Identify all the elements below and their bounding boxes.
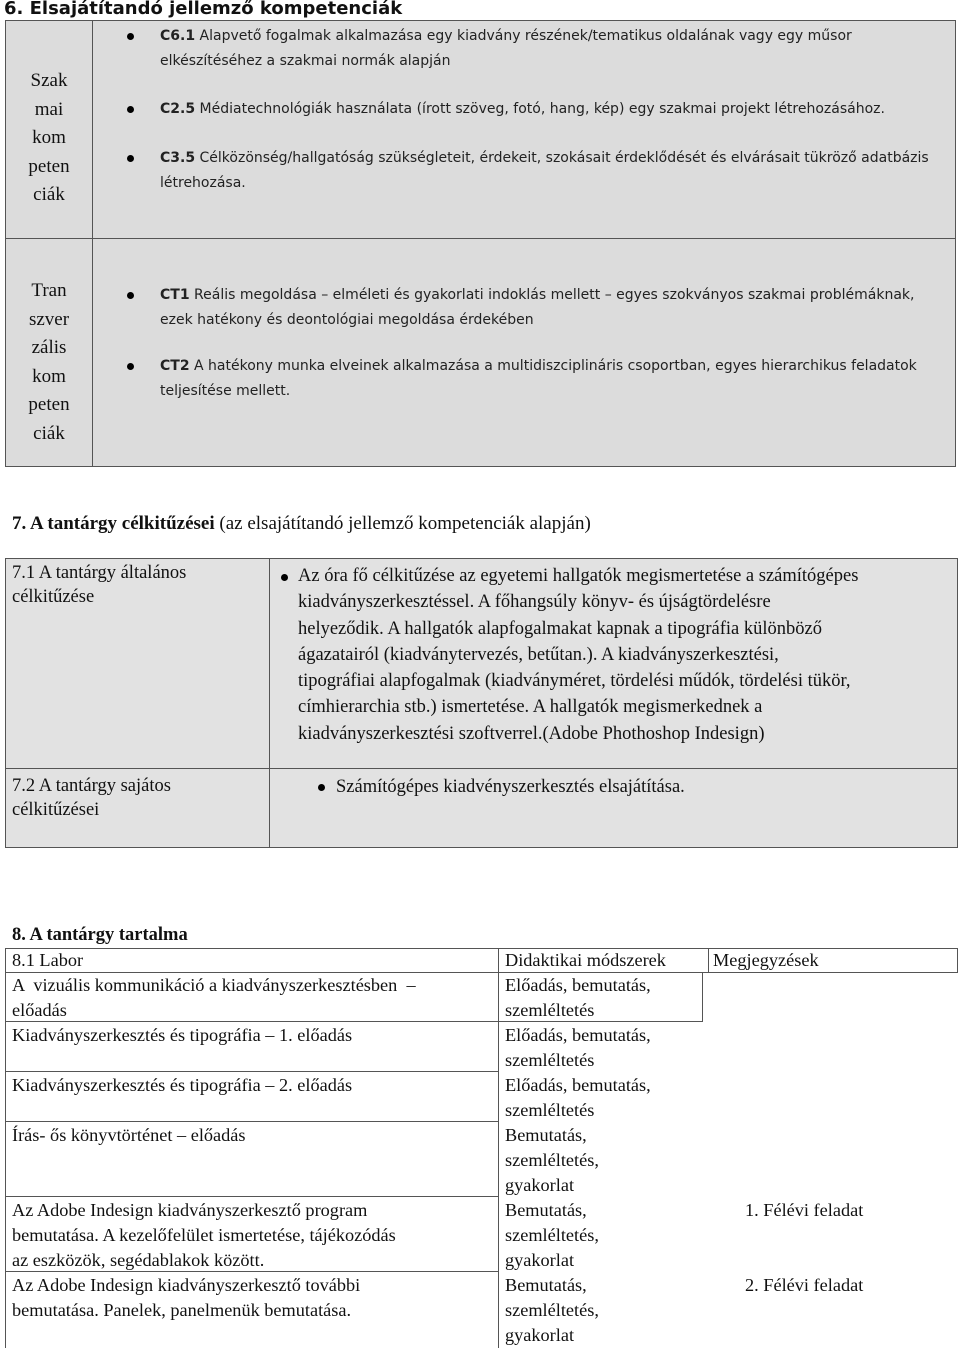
competence-item-c3-5 xyxy=(160,146,950,196)
table-row-topic xyxy=(12,1023,352,1048)
header-notes: Megjegyzések xyxy=(713,950,819,970)
objectives-row-divider xyxy=(5,768,958,769)
bullet-icon xyxy=(127,155,134,162)
topic-line: Az Adobe Indesign kiadványszerkesztő további xyxy=(12,1275,361,1295)
method-line: gyakorlat xyxy=(505,1175,575,1195)
topic-line: A vizuális kommunikáció a kiadványszerkesztésben – xyxy=(12,975,416,995)
label-line: 7.1 A tantárgy általános xyxy=(12,563,187,583)
section-8-title: 8. A tantárgy tartalma xyxy=(12,925,188,945)
section-7-title-bold: 7. A tantárgy célkitűzései xyxy=(12,513,215,534)
label-line: célkitűzései xyxy=(12,800,100,820)
topic-line: Az Adobe Indesign kiadványszerkesztő program xyxy=(12,1200,368,1220)
method-line: szemléltetés xyxy=(505,1100,595,1120)
topic-line: Kiadványszerkesztés és tipográfia – 2. előadás xyxy=(12,1075,353,1095)
section-7-title-rest: (az elsajátítandó jellemző kompetenciák alapján) xyxy=(214,513,591,534)
section-6-title: 6. Elsajátítandó jellemző kompetenciák xyxy=(4,0,403,19)
topic-line: az eszközök, segédablakok között. xyxy=(12,1250,265,1270)
label-part: kom xyxy=(32,365,66,387)
topic-line: Írás- ős könyvtörténet – előadás xyxy=(12,1125,246,1145)
competence-text-cont: elkészítéséhez a szakmai normák alapján xyxy=(160,53,451,69)
competence-text: Médiatechnológiák használata (írott szöveg, fotó, hang, kép) egy szakmai projekt létrehozásához. xyxy=(195,101,885,117)
method-line: szemléltetés, xyxy=(505,1150,599,1170)
header-labor: 8.1 Labor xyxy=(12,950,84,970)
method-line: szemléltetés xyxy=(505,1000,595,1020)
objectives-column-divider xyxy=(269,558,270,848)
table-border xyxy=(957,948,958,973)
competence-row-divider xyxy=(5,238,956,239)
table-column-divider xyxy=(498,948,499,1348)
text-line: kiadványszerkesztési szoftverrel.(Adobe Phothoshop Indesign) xyxy=(298,723,765,744)
competence-code: CT2 xyxy=(160,358,190,374)
table-row-method xyxy=(505,1123,599,1198)
table-row-method xyxy=(505,1073,651,1123)
competence-code: C6.1 xyxy=(160,28,196,44)
method-line: Bemutatás, xyxy=(505,1125,587,1145)
label-part: peten xyxy=(28,394,70,415)
general-objective-label xyxy=(12,561,262,609)
bullet-icon xyxy=(318,784,325,791)
label-part: ciák xyxy=(33,184,65,205)
method-line: szemléltetés, xyxy=(505,1300,599,1320)
competence-text: Célközönség/hallgatóság szükségleteit, érdekeit, szokásait érdeklődését és elvárásait tükröző adatbázis xyxy=(195,150,929,166)
table-row-topic xyxy=(12,1123,246,1148)
table-row-topic xyxy=(12,1198,396,1273)
label-part: peten xyxy=(28,155,70,177)
topic-line: bemutatása. Panelek, panelmenük bemutatása. xyxy=(12,1300,352,1320)
label-part: kom xyxy=(32,127,66,148)
method-line: Előadás, bemutatás, xyxy=(505,975,651,995)
specific-objectives-label xyxy=(12,774,262,822)
table-row-topic xyxy=(12,973,482,1023)
bullet-icon xyxy=(127,33,134,40)
text-line: Az óra fő célkitűzése az egyetemi hallgatók megismertetése a számítógépes xyxy=(298,566,859,586)
method-line: Bemutatás, xyxy=(505,1275,587,1295)
table-row-note: 2. Félévi feladat xyxy=(745,1275,864,1295)
table-row-method xyxy=(505,1198,599,1273)
bullet-icon xyxy=(127,363,134,370)
text-line: ágazatairól (kiadványtervezés, betűtan.). A kiadványszerkesztési, xyxy=(298,644,779,665)
method-line: gyakorlat xyxy=(505,1250,575,1270)
competence-item-c6-1 xyxy=(160,24,950,74)
label-line: célkitűzése xyxy=(12,587,95,607)
table-column-divider xyxy=(708,948,709,973)
table-border xyxy=(5,948,6,1348)
table-row-method xyxy=(505,1273,599,1348)
competence-text: Reális megoldása – elméleti és gyakorlati indoklás mellett – egyes szokványos szakmai problémáknak, xyxy=(189,287,915,303)
competence-item-ct1 xyxy=(160,283,950,333)
method-line: Előadás, bemutatás, xyxy=(505,1075,651,1095)
method-line: Bemutatás, xyxy=(505,1200,587,1220)
competence-text: Alapvető fogalmak alkalmazása egy kiadvány részének/tematikus oldalának vagy egy műsor xyxy=(195,28,852,44)
competence-text: A hatékony munka elveinek alkalmazása a multidiszciplináris csoportban, egyes hierarchikus feladatok xyxy=(189,358,917,374)
text-line: címhierarchia stb.) ismertetése. A hallgatók megismerkednek a xyxy=(298,697,763,718)
table-row-divider xyxy=(5,1071,499,1072)
competence-code: CT1 xyxy=(160,287,190,303)
table-row-note: 1. Félévi feladat xyxy=(745,1200,864,1220)
text-line: kiadványszerkesztéssel. A főhangsúly könyv- és újságtördelésre xyxy=(298,592,771,613)
topic-line: előadás xyxy=(12,1000,67,1020)
method-line: Előadás, bemutatás, xyxy=(505,1025,651,1045)
competence-item-c2-5 xyxy=(160,97,950,122)
method-line: gyakorlat xyxy=(505,1325,575,1345)
table-row-topic xyxy=(12,1273,360,1323)
header-methods: Didaktikai módszerek xyxy=(505,950,666,970)
topic-line: Kiadványszerkesztés és tipográfia – 1. előadás xyxy=(12,1025,353,1045)
competence-text-cont: ezek hatékony és deontológiai megoldása érdekében xyxy=(160,312,534,328)
table-row-divider xyxy=(5,1121,499,1122)
bullet-icon xyxy=(127,106,134,113)
method-line: szemléltetés xyxy=(505,1050,595,1070)
competence-code: C3.5 xyxy=(160,150,196,166)
table-row-divider xyxy=(5,1196,499,1197)
transversal-competences-label xyxy=(5,277,93,448)
table-row-topic xyxy=(12,1073,352,1098)
label-line: 7.2 A tantárgy sajátos xyxy=(12,776,171,796)
table-row-method xyxy=(505,1023,651,1073)
method-line: szemléltetés, xyxy=(505,1225,599,1245)
label-part: szver xyxy=(28,308,70,330)
specific-objectives-text: Számítógépes kiadvényszerkesztés elsajátítása. xyxy=(336,777,685,797)
label-part: Szak xyxy=(30,70,68,91)
table-row-method xyxy=(505,973,651,1023)
table-column-divider xyxy=(702,973,703,1021)
bullet-icon xyxy=(281,574,288,581)
general-objective-text xyxy=(298,563,958,747)
label-part: ciák xyxy=(33,422,65,444)
label-part: mai xyxy=(34,98,64,120)
competence-item-ct2 xyxy=(160,354,950,404)
section-7-title xyxy=(12,513,591,535)
competence-code: C2.5 xyxy=(160,101,196,117)
competence-text-cont: teljesítése mellett. xyxy=(160,383,291,399)
professional-competences-label xyxy=(5,67,93,210)
bullet-icon xyxy=(127,292,134,299)
text-line: tipográfiai alapfogalmak (kiadványméret, tördelési műdók, tördelési tükör, xyxy=(298,671,851,692)
text-line: helyeződik. A hallgatók alapfogalmakat kapnak a tipográfia különböző xyxy=(298,618,822,639)
label-part: Tran xyxy=(31,280,67,301)
topic-line: bemutatása. A kezelőfelület ismertetése, tájékozódás xyxy=(12,1225,396,1245)
competence-text-cont: létrehozása. xyxy=(160,175,246,191)
label-part: zális xyxy=(31,337,67,358)
